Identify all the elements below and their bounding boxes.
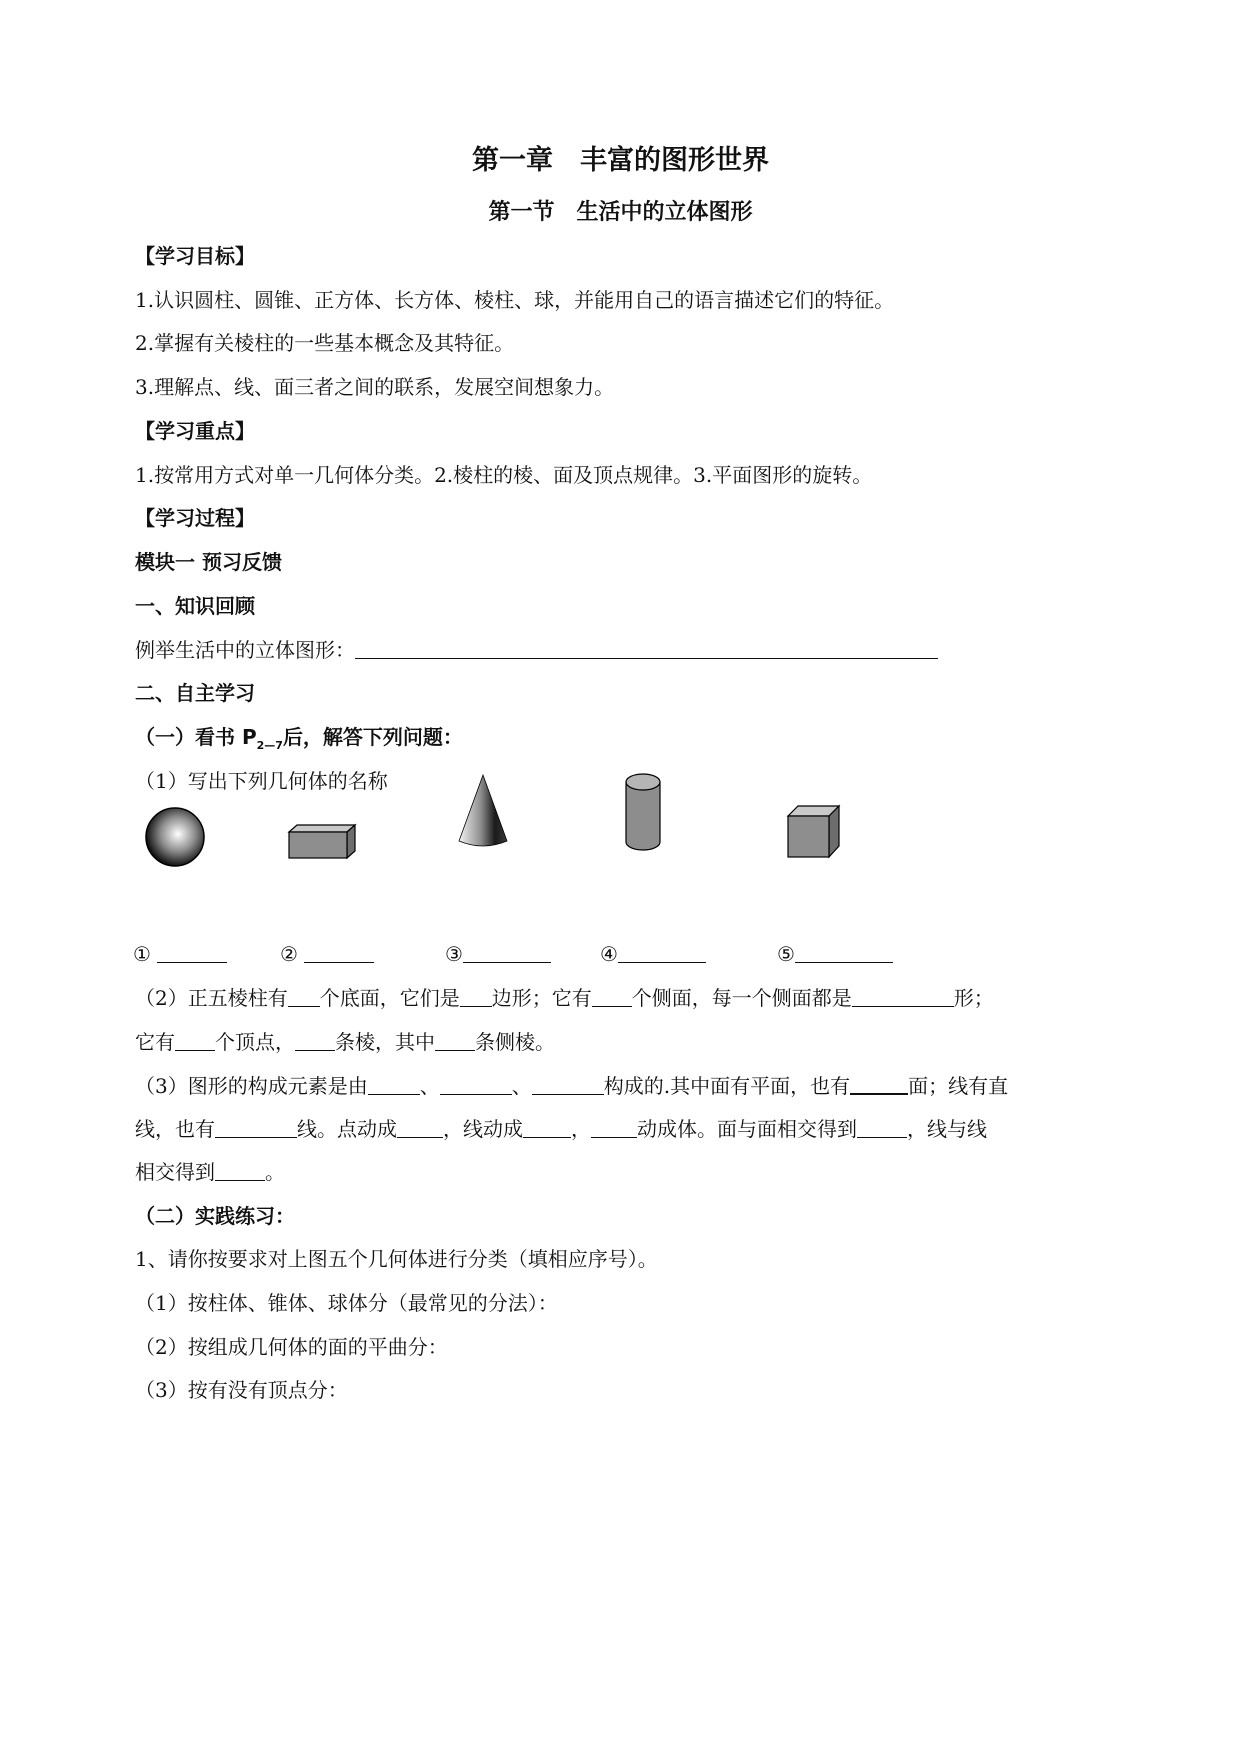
q2-text-6: 它有: [135, 1030, 175, 1054]
question-3-line-3: [135, 1160, 285, 1184]
part1-suffix: 后，解答下列问题：: [282, 725, 463, 749]
page-title: 第一章 丰富的图形世界: [472, 145, 769, 176]
cube-icon: [786, 802, 844, 860]
self-study-heading: 二、自主学习: [135, 681, 255, 705]
review-answer-blank[interactable]: [355, 638, 938, 659]
q3-blank-element-1[interactable]: [368, 1074, 420, 1095]
answer-mark-3: ③: [445, 942, 463, 966]
module-heading: 模块一 预习反馈: [135, 550, 282, 574]
process-heading: 【学习过程】: [135, 506, 255, 530]
question-3-line-2: [135, 1117, 987, 1141]
q2-blank-face-shape[interactable]: [852, 986, 954, 1007]
q3-text-4: 构成的.其中面有平面，也有: [603, 1074, 851, 1098]
q3-text-9: ，: [571, 1117, 591, 1141]
goal-item-1: 1.认识圆柱、圆锥、正方体、长方体、棱柱、球，并能用自己的语言描述它们的特征。: [135, 288, 895, 312]
answer-blank-1[interactable]: [157, 942, 227, 963]
cone-icon: [455, 773, 511, 851]
q2-text-9: 条侧棱。: [475, 1030, 555, 1054]
q3-text-5: 面；线有直: [908, 1074, 1009, 1098]
q3-blank-face-moves[interactable]: [591, 1117, 637, 1138]
q2-blank-edges[interactable]: [295, 1030, 335, 1051]
cuboid-icon: [287, 822, 359, 862]
question-3-line-1: [135, 1073, 1008, 1098]
practice-item-4: （3）按有没有顶点分：: [135, 1378, 348, 1402]
q3-text-12: 相交得到: [135, 1160, 215, 1184]
q3-blank-face-intersect[interactable]: [857, 1117, 907, 1138]
q2-blank-bases[interactable]: [288, 986, 320, 1007]
q3-blank-line-moves[interactable]: [523, 1117, 571, 1138]
q3-blank-curved-face[interactable]: [850, 1073, 908, 1095]
q3-text-2: 、: [419, 1074, 440, 1098]
q3-text-11: ，线与线: [907, 1117, 987, 1141]
review-heading: 一、知识回顾: [135, 594, 255, 618]
sphere-icon: [143, 805, 207, 869]
q3-blank-element-3[interactable]: [532, 1074, 604, 1095]
q2-text-4: 个侧面，每一个侧面都是: [631, 986, 852, 1010]
q2-text-2: 个底面，它们是: [319, 986, 460, 1010]
answer-1: [133, 942, 227, 966]
practice-item-2: （1）按柱体、锥体、球体分（最常见的分法）：: [135, 1291, 558, 1315]
q3-text-13: 。: [265, 1160, 285, 1184]
answer-mark-2: ②: [280, 942, 298, 966]
practice-item-1: 1、请你按要求对上图五个几何体进行分类（填相应序号）。: [135, 1247, 658, 1271]
q2-text-3: 边形；它有: [491, 986, 592, 1010]
q2-text-1: （2）正五棱柱有: [135, 986, 288, 1010]
review-prompt: 例举生活中的立体图形：: [135, 638, 355, 662]
answer-mark-1: ①: [133, 942, 151, 966]
q2-blank-faces[interactable]: [592, 986, 632, 1007]
q2-text-8: 条棱，其中: [335, 1030, 435, 1054]
q2-blank-vertices[interactable]: [175, 1030, 215, 1051]
q3-blank-element-2[interactable]: [440, 1074, 512, 1095]
q2-blank-side-edges[interactable]: [435, 1030, 475, 1051]
page-subtitle: 第一节 生活中的立体图形: [488, 200, 753, 225]
q3-blank-curved-line[interactable]: [215, 1117, 297, 1138]
practice-item-3: （2）按组成几何体的面的平曲分：: [135, 1335, 448, 1359]
cylinder-icon: [621, 770, 665, 854]
q2-text-7: 个顶点，: [215, 1030, 295, 1054]
answer-4: [600, 942, 706, 966]
answer-3: [445, 942, 551, 966]
focus-heading: 【学习重点】: [135, 419, 255, 443]
answer-mark-4: ④: [600, 942, 618, 966]
answer-5: [777, 942, 893, 966]
question-1: （1）写出下列几何体的名称: [135, 769, 388, 793]
review-line: [135, 638, 938, 662]
q2-blank-polygon[interactable]: [460, 986, 492, 1007]
question-2-line-1: [135, 986, 994, 1010]
goal-item-3: 3.理解点、线、面三者之间的联系，发展空间想象力。: [135, 375, 615, 399]
answer-blank-4[interactable]: [618, 942, 706, 963]
q3-text-6: 线，也有: [135, 1117, 215, 1141]
part2-heading: （二）实践练习：: [135, 1204, 295, 1228]
q3-text-8: ，线动成: [443, 1117, 523, 1141]
part1-prefix: （一）看书 P: [135, 725, 257, 749]
answer-blank-3[interactable]: [463, 942, 551, 963]
q3-blank-point-moves[interactable]: [397, 1117, 443, 1138]
q3-blank-line-intersect[interactable]: [215, 1160, 265, 1181]
q3-text-3: 、: [511, 1074, 532, 1098]
answer-2: [280, 942, 374, 966]
answer-blank-5[interactable]: [795, 942, 893, 963]
focus-text: 1.按常用方式对单一几何体分类。2.棱柱的棱、面及顶点规律。3.平面图形的旋转。: [135, 463, 873, 487]
goal-item-2: 2.掌握有关棱柱的一些基本概念及其特征。: [135, 331, 515, 355]
q3-text-10: 动成体。面与面相交得到: [637, 1117, 857, 1141]
q2-text-5: 形；: [953, 986, 994, 1010]
q3-text-7: 线。点动成: [297, 1117, 397, 1141]
answer-mark-5: ⑤: [777, 942, 795, 966]
page-range: 2—7: [256, 739, 283, 752]
answer-blank-2[interactable]: [304, 942, 374, 963]
goals-heading: 【学习目标】: [135, 244, 255, 268]
q3-text-1: （3）图形的构成元素是由: [135, 1074, 368, 1098]
question-2-line-2: [135, 1030, 555, 1054]
part1-heading: [135, 725, 463, 758]
